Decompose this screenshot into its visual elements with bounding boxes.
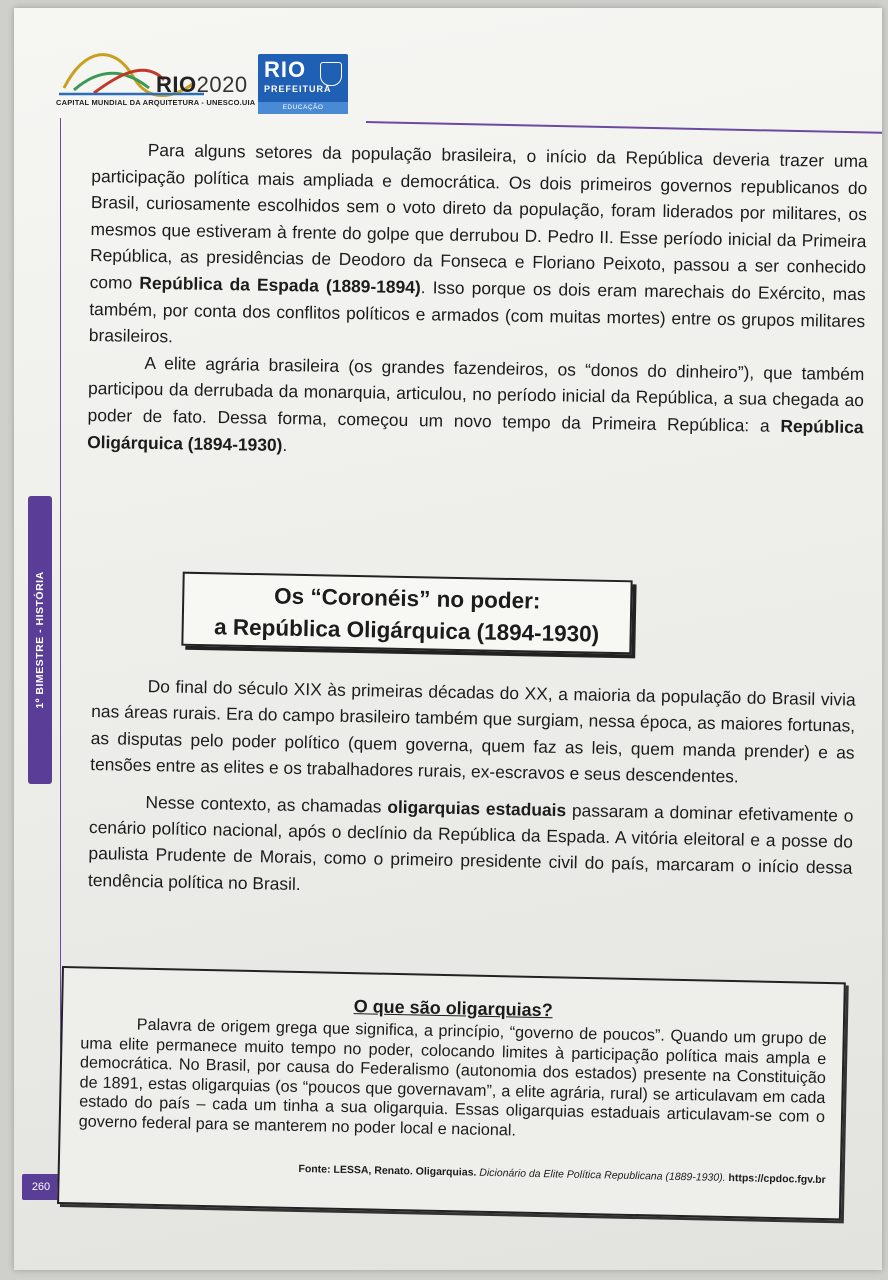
intro-paragraph-1: Para alguns setores da população brasileira, o início da República deveria trazer uma participação política mais ampliada e democrática. Os dois primeiros governos republicanos do Brasil, curiosamente escolhidos sem o voto direto da população, foram liderados por militares, os mesmos que estiveram à frente do golpe que derrubou D. Pedro II. Esse período inicial da Primeira República, as presidências de Deodoro da Fonseca e Floriano Peixoto, passou a ser conhecido como República da Espada (1889-1894). Isso porque os dois eram marechais do Exército, mas também, por conta dos conflitos políticos e armados (com muitas mortes) entre os grupos militares brasileiros. [88, 139, 868, 347]
source-citation: Fonte: LESSA, Renato. Oligarquias. Dicionário da Elite Política Republicana (1889-1930). https://cpdoc.fgv.br [298, 1162, 826, 1187]
intro-paragraph-2: A elite agrária brasileira (os grandes fazendeiros, os “donos do dinheiro”), que também participou da derrubada da monarquia, articulou, no período inicial da República, a sua chegada ao poder de fato. Dessa forma, começou um novo tempo da Primeira República: a República Oligárquica (1894-1930). [87, 352, 865, 455]
crest-icon [320, 62, 342, 86]
header-divider [366, 121, 882, 134]
section-heading-line-1: Os “Coronéis” no poder: [273, 583, 541, 614]
section-paragraph-1: Do final do século XIX às primeiras décadas do XX, a maioria da população do Brasil vivia nas áreas rurais. Era do campo brasileiro também que surgiam, nessa época, as maiores fortunas, as disputas pelo poder político (quem governa, quem faz as leis, quem manda prender) e as tensões entre as elites e os trabalhadores rurais, ex-escravos e seus descendentes. [90, 676, 856, 787]
definition-paragraph: Palavra de origem grega que significa, a princípio, “governo de poucos”. Quando um grupo de uma elite permanece muito tempo no poder, colocando limites à participação política mais ampla e democrática. No Brasil, por causa do Federalismo (autonomia dos estados) presente na Constituição de 1891, estas oligarquias (os “poucos que governavam”, a elite agrária, rural) se articulavam em cada estado do país – cada um tinha a sua oligarquia. Essas oligarquias estaduais articulavam-se com o governo federal para se manterem no poder local e nacional. [78, 1015, 827, 1140]
bimestre-tab [28, 496, 52, 784]
section-heading [181, 572, 632, 655]
section-text [88, 672, 856, 918]
page-number: 260 [22, 1174, 60, 1200]
definition-title: O que são oligarquias? [353, 996, 553, 1021]
prefeitura-label: PREFEITURA [264, 84, 332, 94]
intro-text [87, 136, 868, 467]
section-heading-line-2: a República Oligárquica (1894-1930) [213, 614, 600, 647]
educacao-label: EDUCAÇÃO [258, 102, 348, 114]
logo-caption: CAPITAL MUNDIAL DA ARQUITETURA - UNESCO.UIA [56, 98, 256, 107]
definition-box [57, 966, 846, 1220]
prefeitura-rio-text: RIO [264, 57, 307, 82]
bimestre-tab-label: 1º BIMESTRE - HISTÓRIA [34, 571, 46, 709]
definition-text [79, 1014, 827, 1147]
logo-title: RIO2020 [156, 72, 248, 97]
section-paragraph-2: Nesse contexto, as chamadas oligarquias estaduais passaram a dominar efetivamente o cenário político nacional, após o declínio da República da Espada. A vitória eleitoral e a posse do paulista Prudente de Morais, como o primeiro presidente civil do país, marcaram o início dessa tendência política no Brasil. [87, 791, 854, 894]
prefeitura-logo [258, 54, 348, 114]
textbook-page [14, 8, 882, 1270]
